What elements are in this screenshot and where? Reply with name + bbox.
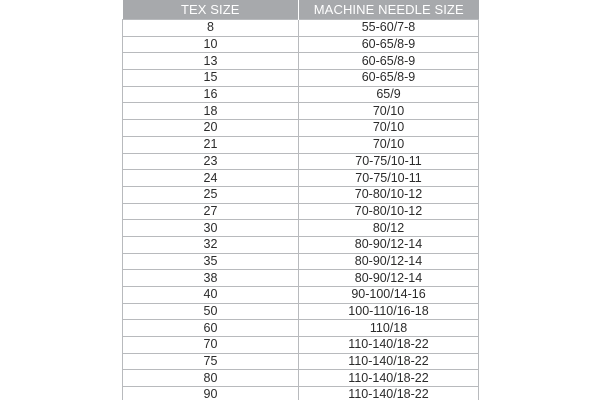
table-row [123,203,479,220]
table-row [123,120,479,137]
tex-needle-size-table [122,0,479,400]
table-row [123,170,479,187]
needle-size-cell: 80-90/12-14 [299,270,479,287]
needle-size-cell: 100-110/16-18 [299,303,479,320]
tex-size-cell: 21 [123,136,299,153]
needle-size-cell: 60-65/8-9 [299,36,479,53]
needle-size-cell: 70/10 [299,136,479,153]
tex-size-cell: 13 [123,53,299,70]
tex-size-cell: 27 [123,203,299,220]
header-machine-needle-size: MACHINE NEEDLE SIZE [299,0,479,20]
tex-size-cell: 8 [123,20,299,37]
header-tex-size: TEX SIZE [123,0,299,20]
tex-size-cell: 15 [123,70,299,87]
table-row [123,36,479,53]
table-row [123,220,479,237]
header-row [123,0,479,20]
tex-size-cell: 40 [123,287,299,304]
table-row [123,136,479,153]
table-row [123,186,479,203]
table-row [123,387,479,400]
table-row [123,153,479,170]
table-row [123,20,479,37]
table-row [123,253,479,270]
tex-size-cell: 50 [123,303,299,320]
table-row [123,287,479,304]
needle-size-cell: 60-65/8-9 [299,53,479,70]
tex-size-cell: 30 [123,220,299,237]
needle-size-cell: 70/10 [299,120,479,137]
needle-size-cell: 55-60/7-8 [299,20,479,37]
table-row [123,270,479,287]
table-row [123,370,479,387]
tex-size-cell: 32 [123,236,299,253]
tex-size-cell: 25 [123,186,299,203]
needle-size-cell: 80-90/12-14 [299,236,479,253]
table-row [123,103,479,120]
table-row [123,303,479,320]
needle-size-cell: 70-75/10-11 [299,153,479,170]
table-row [123,53,479,70]
table-row [123,86,479,103]
table-row [123,353,479,370]
needle-size-cell: 110-140/18-22 [299,370,479,387]
tex-size-cell: 75 [123,353,299,370]
tex-size-cell: 35 [123,253,299,270]
needle-size-cell: 60-65/8-9 [299,70,479,87]
tex-size-cell: 60 [123,320,299,337]
tex-size-cell: 24 [123,170,299,187]
needle-size-cell: 90-100/14-16 [299,287,479,304]
table-body [123,20,479,400]
table-row [123,337,479,354]
table-row [123,236,479,253]
table-row [123,70,479,87]
needle-size-cell: 65/9 [299,86,479,103]
tex-size-cell: 38 [123,270,299,287]
tex-size-cell: 70 [123,337,299,354]
needle-size-cell: 70-80/10-12 [299,186,479,203]
tex-size-cell: 23 [123,153,299,170]
needle-size-cell: 110/18 [299,320,479,337]
needle-size-cell: 70/10 [299,103,479,120]
tex-size-cell: 16 [123,86,299,103]
tex-size-cell: 18 [123,103,299,120]
tex-size-cell: 10 [123,36,299,53]
needle-size-cell: 80-90/12-14 [299,253,479,270]
needle-size-cell: 110-140/18-22 [299,387,479,400]
tex-size-cell: 80 [123,370,299,387]
table-header [123,0,479,20]
needle-size-cell: 110-140/18-22 [299,353,479,370]
needle-size-cell: 110-140/18-22 [299,337,479,354]
needle-size-cell: 80/12 [299,220,479,237]
table-row [123,320,479,337]
needle-size-cell: 70-80/10-12 [299,203,479,220]
needle-size-cell: 70-75/10-11 [299,170,479,187]
tex-size-cell: 90 [123,387,299,400]
tex-size-cell: 20 [123,120,299,137]
